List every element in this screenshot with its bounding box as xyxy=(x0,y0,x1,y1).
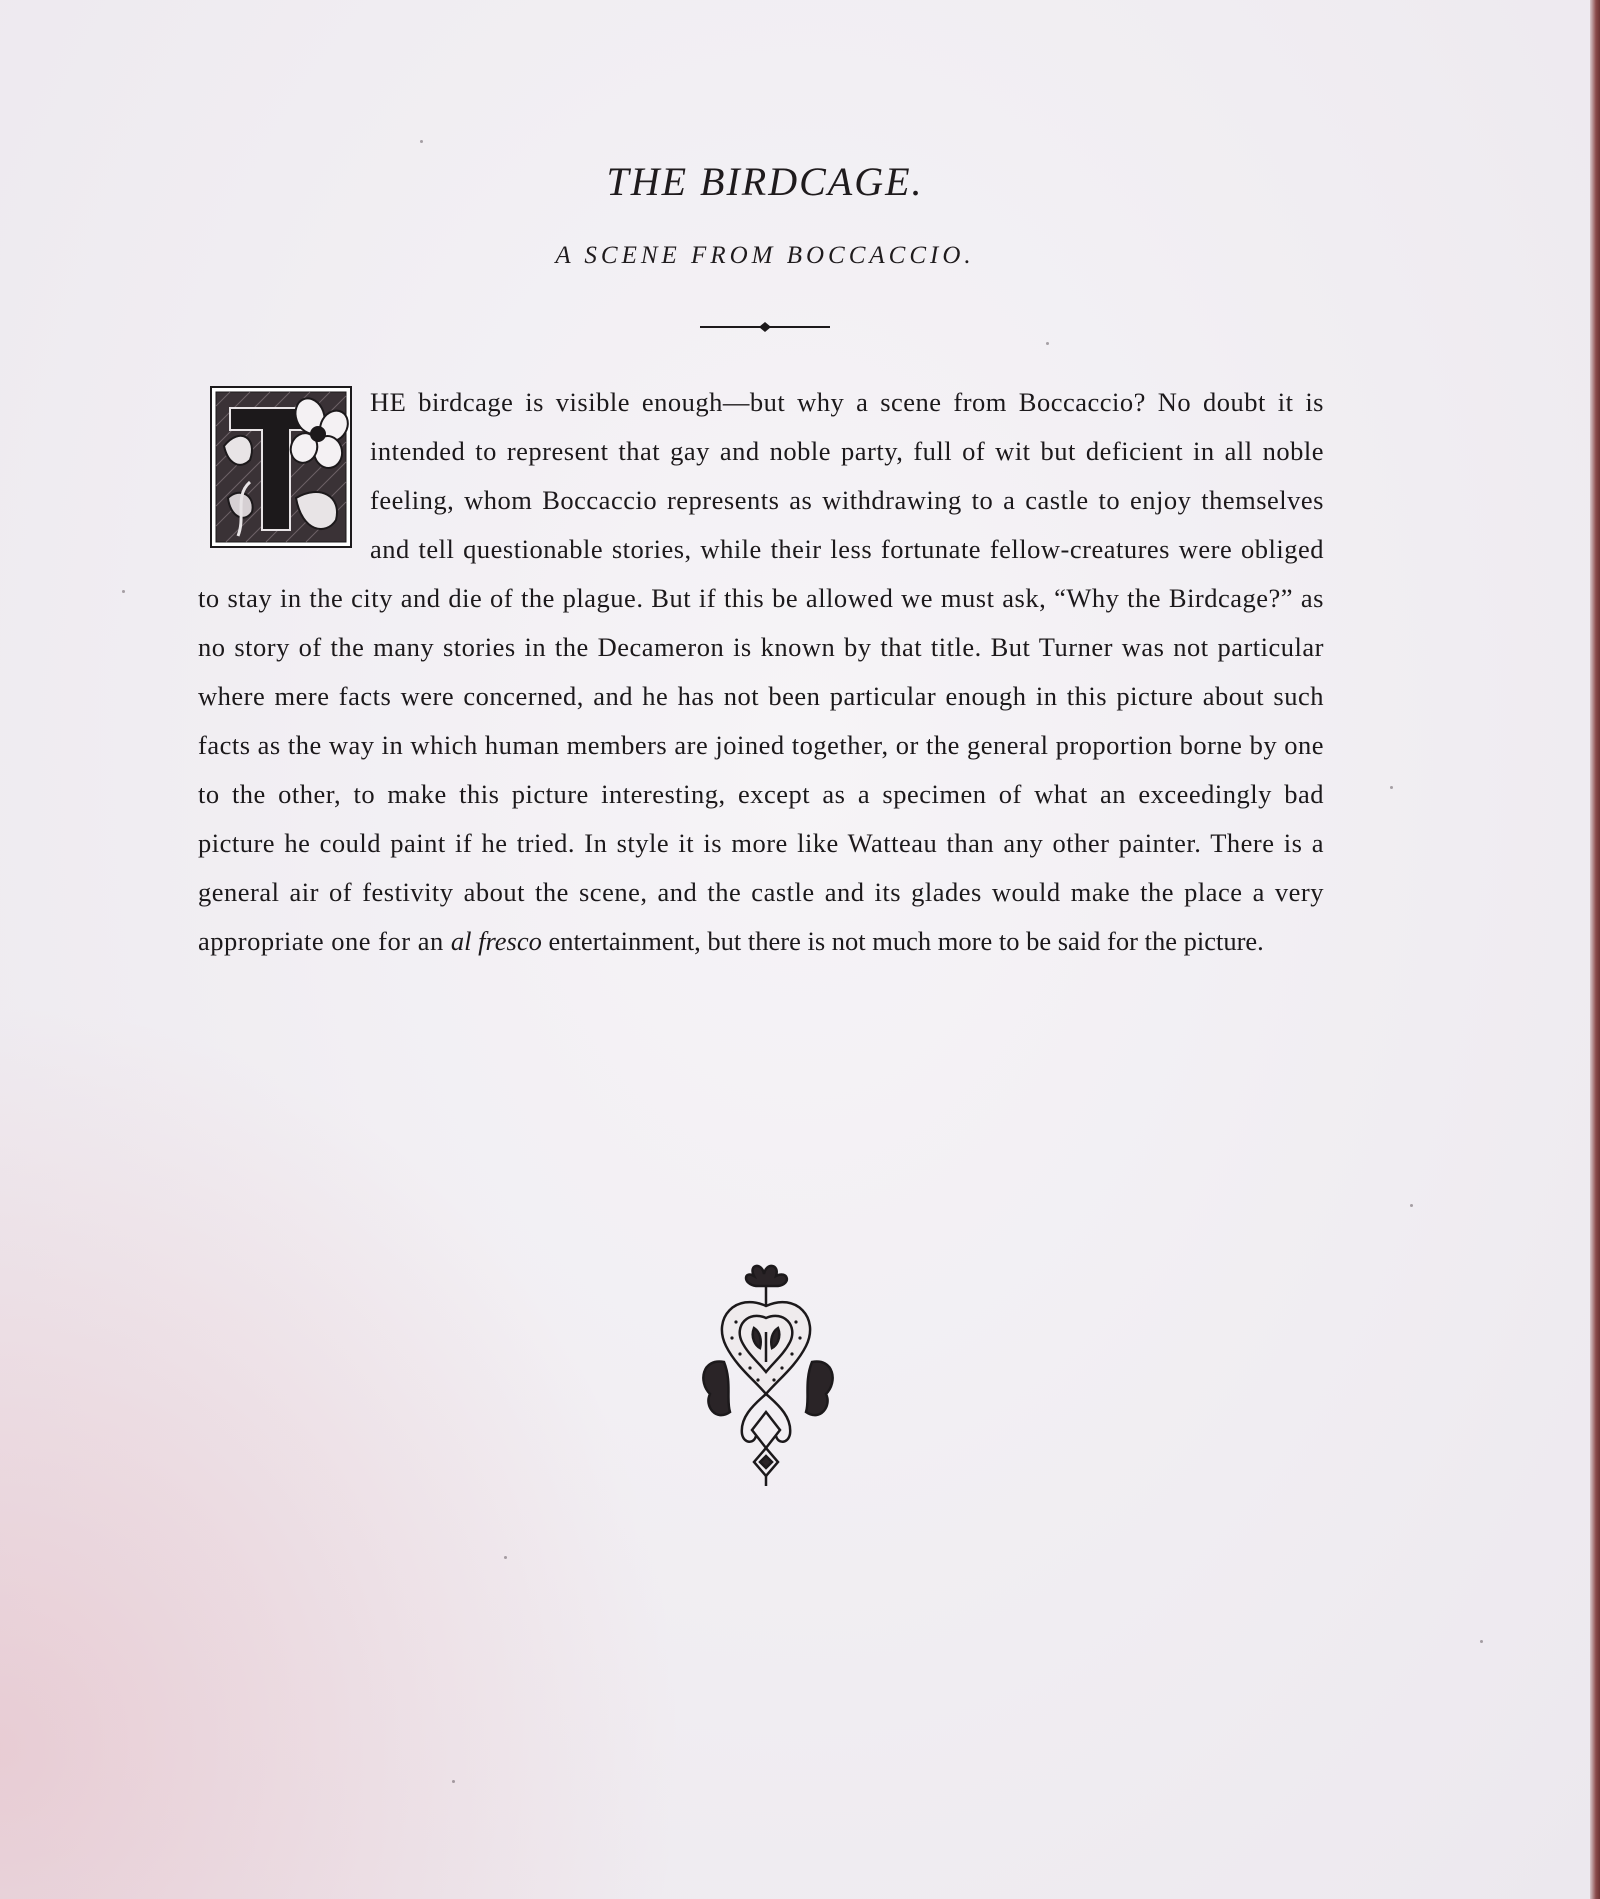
paper-speck xyxy=(1410,1204,1413,1207)
paper-speck xyxy=(1390,786,1393,789)
chapter-title: THE BIRDCAGE. xyxy=(606,159,924,204)
paragraph-opening: HE birdcage is visible enough—but why a scene from Boccaccio? No doubt it is intended to represent that gay and noble party, full of wit but deficient in all noble feeling, whom Boccaccio represents as withdrawing to a castle to enjoy themselves and tell questionable stories, while their less fortunate fellow-creatures were obliged to stay in the city and die of the plague. But if this be allowed we must ask, “Why the Birdcage?” as no story of the many stories in the Decameron is known by that title. But Turner was not particular where mere facts were concerned, and he has not been particular enough in this picture about such facts as the way in which human members are joined together, or the general proportion borne by one to the other, to make this picture interesting, except as a specimen of what an exceedingly bad picture he could paint if he tried. In style it is more like Watteau than any other painter. There is a general air of festivity about the scene, and the castle and its glades would make the place a very appropriate one for an xyxy=(198,387,1324,956)
page-edge xyxy=(1590,0,1600,1899)
article-body xyxy=(198,378,1324,966)
tailpiece-ornament-icon xyxy=(696,1262,840,1490)
paper-speck xyxy=(420,140,423,143)
chapter-subtitle: A SCENE FROM BOCCACCIO. xyxy=(555,242,975,269)
paper-speck xyxy=(1480,1640,1483,1643)
paragraph-italic-phrase: al fresco xyxy=(450,926,542,956)
paper-speck xyxy=(452,1780,455,1783)
paragraph-closing: entertainment, but there is not much more to be said for the picture. xyxy=(541,926,1264,956)
paper-speck xyxy=(122,590,125,593)
dropcap-icon xyxy=(210,386,352,548)
paper-speck xyxy=(504,1556,507,1559)
paper-speck xyxy=(1046,342,1049,345)
divider-icon xyxy=(700,320,830,334)
